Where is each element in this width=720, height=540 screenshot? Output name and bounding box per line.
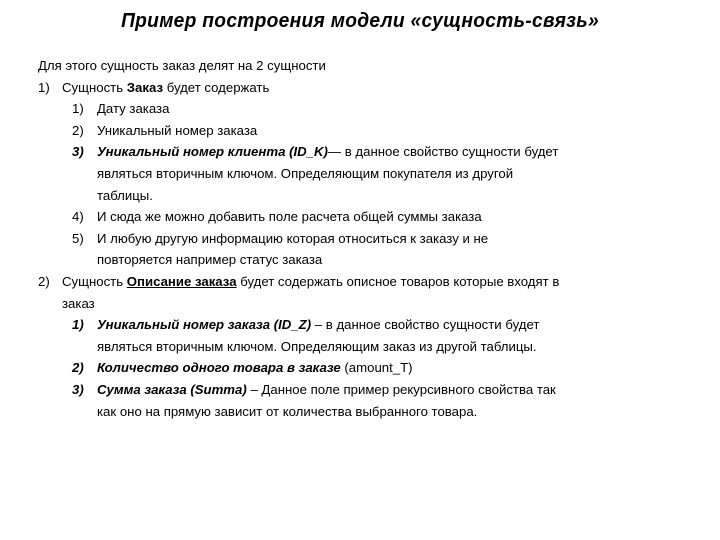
item-continuation: являться вторичным ключом. Определяющим заказ из другой таблицы. [97,338,537,354]
item-text: И сюда же можно добавить поле расчета общей суммы заказа [97,209,482,225]
section-1-prefix: Сущность [62,79,124,95]
item-number: 5) [72,230,84,246]
list-item [38,120,698,142]
item-continuation: как оно на прямую зависит от количества выбранного товара. [97,403,478,419]
item-field-name: Количество одного товара в заказе [97,360,341,376]
item-field-name: Сумма заказа (Summa) [97,381,247,397]
item-number: 2) [72,360,84,376]
item-number: 1) [72,317,84,333]
item-number: 3) [72,381,84,397]
item-text: И любую другую информацию которая относиться к заказу и не [97,230,489,246]
intro-text: Для этого сущность заказ делят на 2 сущности [38,58,326,73]
list-item [38,314,698,336]
list-item [38,141,698,163]
list-item [38,98,698,120]
item-number: 1) [72,101,84,117]
item-number: 3) [72,144,84,160]
item-number: 2) [72,122,84,138]
item-text: – в данное свойство сущности будет [314,317,540,333]
item-text: Уникальный номер заказа [97,122,258,138]
section-1-heading [38,77,698,99]
item-text: — в данное свойство сущности будет [327,144,559,160]
list-item [38,206,698,228]
slide-title: Пример построения модели «сущность-связь» [121,10,599,32]
item-text: Дату заказа [97,101,170,117]
item-field-name: Уникальный номер клиента (ID_K) [97,144,328,160]
item-text: – Данное поле пример рекурсивного свойства так [250,381,556,397]
slide-body [38,55,698,422]
section-2-prefix: Сущность [62,273,124,289]
item-continuation: являться вторичным ключом. Определяющим покупателя из другой [97,165,514,181]
section-1-entity: Заказ [126,79,164,95]
list-item [38,228,698,250]
section-1-suffix: будет содержать [166,79,270,95]
item-field-name: Уникальный номер заказа (ID_Z) [97,317,312,333]
section-2-number: 2) [38,273,50,289]
section-2-suffix: будет содержать описное товаров которые входят в [240,273,560,289]
item-continuation: таблицы. [97,187,153,203]
item-continuation: повторяется например статус заказа [97,252,323,268]
list-item [38,379,698,401]
list-item [38,357,698,379]
section-2-heading [38,271,698,293]
item-text: (amount_T) [344,360,413,376]
section-1-number: 1) [38,79,50,95]
item-number: 4) [72,209,84,225]
section-2-entity: Описание заказа [126,273,237,289]
section-2-continuation: заказ [62,295,95,311]
